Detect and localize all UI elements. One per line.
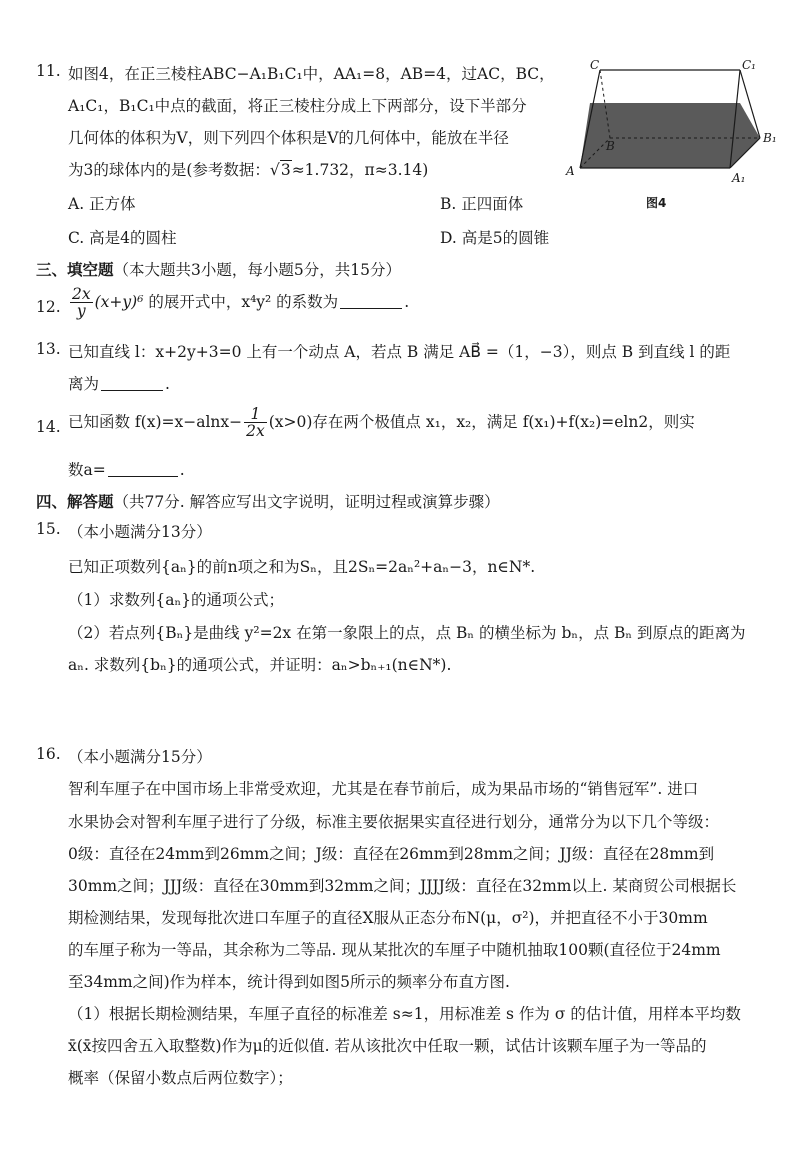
q14-fraction [244, 406, 267, 440]
q11-option-d: D. 高是5的圆锥 [440, 229, 550, 247]
q14-number: 14. [36, 418, 61, 436]
q15-part-2-line-2: aₙ. 求数列{bₙ}的通项公式，并证明：aₙ>bₙ₊₁(n∈N*). [68, 656, 452, 674]
section-4-heading [36, 490, 500, 512]
q12-text: 的展开式中，x⁴y² 的系数为 [143, 292, 339, 311]
q16-line-2: 水果协会对智利车厘子进行了分级，标准主要依据果实直径进行划分，通常分为以下几个等级： [68, 813, 720, 831]
q16-score: （本小题满分15分） [68, 748, 212, 766]
q13-line-2-text: 离为 [68, 375, 100, 393]
q16-line-1: 智利车厘子在中国市场上非常受欢迎，尤其是在春节前后，成为果品市场的“销售冠军”. 进口 [68, 780, 699, 798]
q12-end: . [404, 292, 410, 311]
q16-line-4: 30mm之间；JJJ级：直径在30mm到32mm之间；JJJJ级：直径在32mm以上. 某商贸公司根据长 [68, 877, 737, 895]
q14-line-2 [68, 458, 185, 480]
q16-line-8: （1）根据长期检测结果，车厘子直径的标准差 s≈1，用标准差 s 作为 σ 的估计值，用样本平均数 [68, 1005, 741, 1023]
section-3-title: 三、填空题 [36, 260, 114, 279]
q14-frac-numerator: 1 [244, 406, 267, 423]
section-3-note: （本大题共3小题，每小题5分，共15分） [113, 261, 401, 279]
q16-line-6: 的车厘子称为一等品，其余称为二等品. 现从某批次的车厘子中随机抽取100颗(直径位于24mm [68, 941, 721, 959]
q14-pre: 已知函数 f(x)=x−alnx− [68, 412, 243, 431]
q14-answer-blank[interactable] [108, 462, 178, 477]
q12-frac-numerator: 2x [72, 285, 91, 303]
q11-option-a: A. 正方体 [68, 195, 136, 213]
figure-4-prism [560, 58, 780, 188]
q14-line-2-text: 数a= [68, 461, 106, 479]
q16-line-10: 概率（保留小数点后两位数字）； [68, 1069, 293, 1087]
figure-4-label-c1: C₁ [742, 58, 756, 72]
q16-line-5: 期检测结果，发现每批次进口车厘子的直径X服从正态分布N(μ，σ²)，并把直径不小于30mm [68, 909, 708, 927]
sqrt-symbol: √3 [269, 161, 291, 179]
q12-number: 12. [36, 298, 61, 316]
section-4-title: 四、解答题 [36, 492, 114, 511]
q16-line-7: 至34mm之间)作为样本，统计得到如图5所示的频率分布直方图. [68, 973, 510, 991]
q14-post: (x>0)存在两个极值点 x₁，x₂，满足 f(x₁)+f(x₂)=eln2，则实 [268, 412, 695, 431]
q11-line-2: A₁C₁，B₁C₁中点的截面，将正三棱柱分成上下两部分，设下半部分 [68, 97, 527, 115]
q15-statement: 已知正项数列{aₙ}的前n项之和为Sₙ，且2Sₙ=2aₙ²+aₙ−3，n∈N*. [68, 558, 536, 576]
figure-4-label-a1: A₁ [732, 171, 746, 185]
figure-4-label-a: A [566, 164, 575, 178]
q16-line-9: x̄(x̄按四舍五入取整数)作为μ的近似值. 若从该批次中任取一颗，试估计该颗车厘子为一等品的 [68, 1037, 707, 1055]
q11-number: 11. [36, 62, 61, 80]
q13-line-2 [68, 372, 170, 394]
q11-option-b: B. 正四面体 [440, 195, 524, 213]
q11-line-1: 如图4，在正三棱柱ABC−A₁B₁C₁中，AA₁=8，AB=4，过AC，BC， [68, 65, 555, 83]
q12-answer-blank[interactable] [340, 294, 402, 309]
q15-score: （本小题满分13分） [68, 523, 212, 541]
q11-line-4-post: ≈1.732，π≈3.14) [291, 161, 429, 179]
q11-line-3: 几何体的体积为V，则下列四个体积是V的几何体中，能放在半径 [68, 129, 509, 147]
section-4-note: （共77分. 解答应写出文字说明，证明过程或演算步骤） [113, 493, 500, 511]
q14-line-1 [68, 406, 695, 440]
q15-number: 15. [36, 520, 61, 538]
figure-4-caption: 图4 [646, 196, 667, 210]
figure-4-label-b1: B₁ [763, 131, 777, 145]
q12-expression: (x+y)⁶ [94, 292, 144, 311]
figure-4-label-b: B [606, 139, 615, 153]
q15-part-2-line-1: （2）若点列{Bₙ}是曲线 y²=2x 在第一象限上的点，点 Bₙ 的横坐标为 bₙ，点 Bₙ 到原点的距离为 [68, 624, 746, 642]
q11-line-4 [68, 158, 428, 180]
q13-line-1: 已知直线 l：x+2y+3=0 上有一个动点 A，若点 B 满足 AB⃗ =（1，−3），则点 B 到直线 l 的距 [68, 343, 731, 361]
q15-part-1: （1）求数列{aₙ}的通项公式； [68, 591, 285, 609]
q14-end: . [179, 461, 185, 479]
q16-line-3: 0级：直径在24mm到26mm之间；J级：直径在26mm到28mm之间；JJ级：直径在28mm到 [68, 845, 715, 863]
q12-frac-denominator: y [76, 302, 86, 321]
q12-line [68, 286, 409, 320]
q12-fraction [70, 286, 93, 320]
q13-answer-blank[interactable] [101, 376, 163, 391]
q16-number: 16. [36, 745, 61, 763]
q14-frac-denominator: 2x [246, 422, 265, 441]
q13-end: . [165, 375, 170, 393]
q11-line-4-pre: 为3的球体内的是(参考数据： [68, 161, 270, 179]
q13-number: 13. [36, 340, 61, 358]
sqrt-radicand: 3 [280, 161, 291, 179]
section-3-heading [36, 258, 401, 280]
figure-4-label-c: C [590, 58, 600, 72]
q11-option-c: C. 高是4的圆柱 [68, 229, 177, 247]
